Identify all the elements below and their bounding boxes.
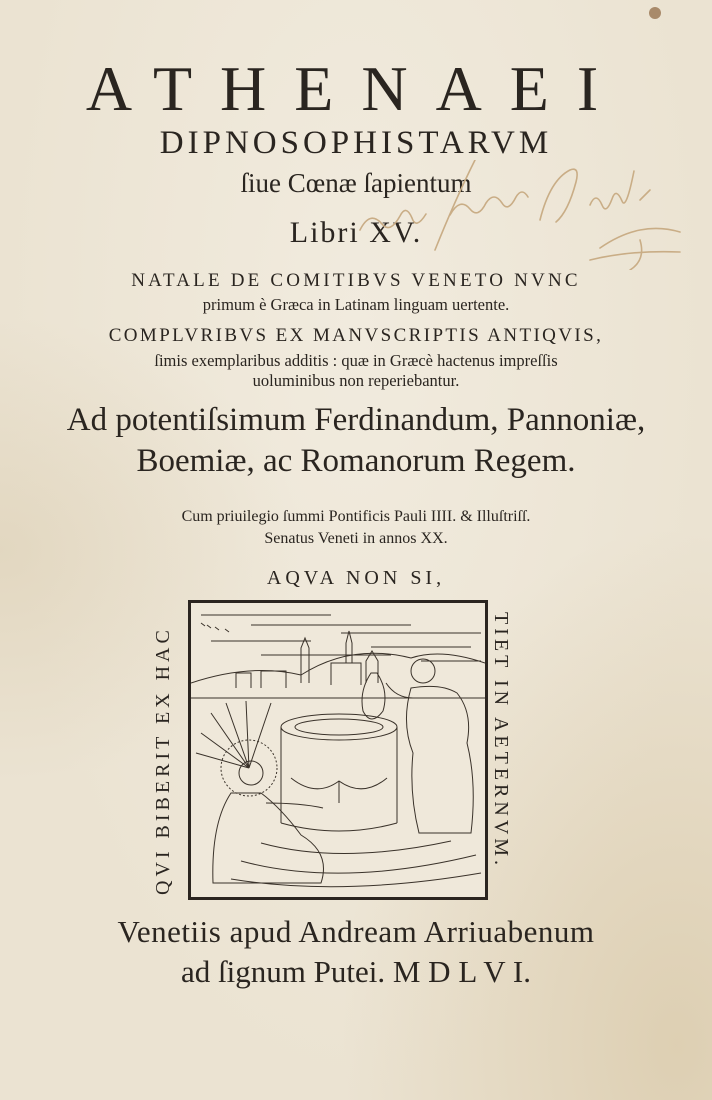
privilege-line-2: Senatus Veneti in annos XX. <box>264 530 448 547</box>
privilege-line-1: Cum priuilegio ſummi Pontificis Pauli IIII. & Illuſtriſſ. <box>181 508 531 525</box>
device-motto-left: QVI BIBERIT EX HAC <box>152 626 174 895</box>
well-scene-image <box>191 603 485 897</box>
additions-line-1: COMPLVRIBVS EX MANVSCRIPTIS ANTIQVIS, <box>108 325 604 346</box>
imprint-line-1: Venetiis apud Andream Arriuabenum <box>117 914 595 949</box>
device-motto-top: AQVA NON SI, <box>266 567 446 589</box>
device-motto-right: TIET IN AETERNVM. <box>490 612 512 870</box>
additions-line-2: ſimis exemplaribus additis : quæ in Græcè hactenus impreſſis <box>154 351 558 370</box>
foxing-spot <box>649 7 661 19</box>
books-count: Libri XV. <box>289 216 423 249</box>
dedication-line-1: Ad potentiſsimum Ferdinandum, Pannoniæ, <box>66 402 646 438</box>
work-title: DIPNOSOPHISTARVM <box>159 125 553 161</box>
additions-line-3: uoluminibus non reperiebantur. <box>252 371 460 390</box>
translator-line-2: primum è Græca in Latinam linguam uertente. <box>202 295 510 314</box>
imprint-line-2: ad ſignum Putei. M D L V I. <box>181 954 531 989</box>
handwritten-signature <box>340 160 700 270</box>
author-heading: ATHENAEI <box>85 53 627 124</box>
translator-line-1: NATALE DE COMITIBVS VENETO NVNC <box>131 270 581 291</box>
dedication-line-2: Boemiæ, ac Romanorum Regem. <box>136 443 576 479</box>
subtitle: ſiue Cœnæ ſapientum <box>240 168 472 198</box>
woodcut-illustration <box>188 600 488 900</box>
